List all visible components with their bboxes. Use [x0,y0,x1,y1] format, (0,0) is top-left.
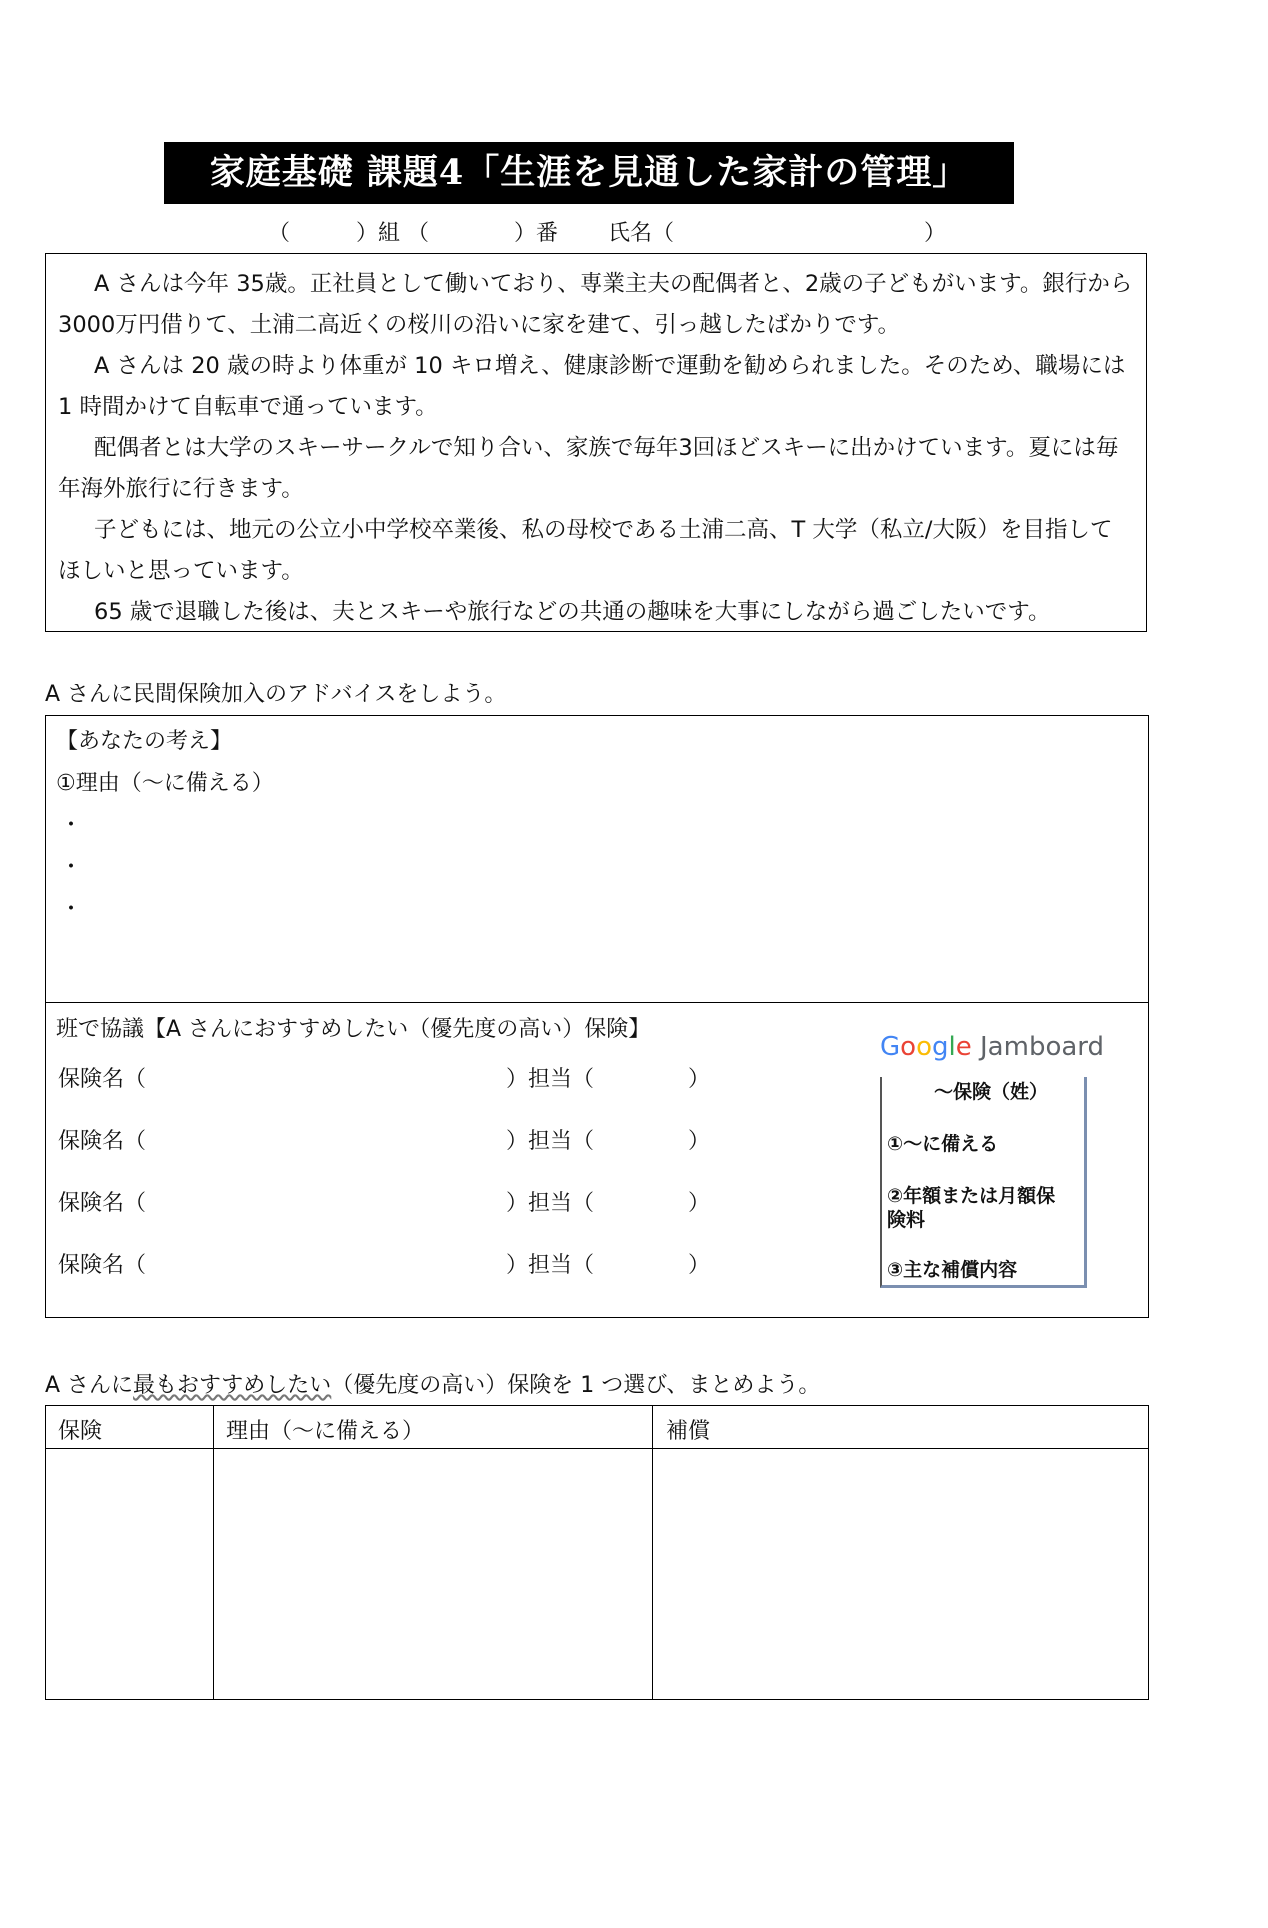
class-label: ）組 （ [356,221,429,246]
advice-question: A さんに民間保険加入のアドバイスをしよう。 [45,682,507,707]
column-header-insurance: 保険 [58,1419,103,1444]
in-charge-close: ） [688,1191,711,1216]
summary-question-suffix: （優先度の高い）保険を 1 つ選び、まとめよう。 [331,1373,821,1398]
jamboard-logo [880,1032,1104,1062]
insurance-name-label: 保険名（ [58,1191,147,1216]
table-header-divider [46,1448,1148,1449]
name-label: 氏名（ [608,221,675,246]
jamboard-logo-letter: o [900,1032,917,1062]
your-opinion-heading: 【あなたの考え】 [56,729,233,754]
number-label: ）番 [514,221,559,246]
jamboard-card-item: ①～に備える [887,1133,999,1155]
jamboard-card-item: ③主な補償内容 [887,1259,1018,1281]
jamboard-logo-product: Jamboard [980,1032,1105,1062]
answer-bullet: ・ [60,855,83,880]
section-divider [46,1002,1148,1003]
reason-label: ①理由（～に備える） [56,771,274,796]
in-charge-label: ）担当（ [506,1129,595,1154]
column-header-reason: 理由（～に備える） [226,1419,425,1444]
in-charge-label: ）担当（ [506,1191,595,1216]
insurance-name-label: 保険名（ [58,1129,147,1154]
name-close-paren: ） [924,221,947,246]
answer-bullet: ・ [60,813,83,838]
jamboard-logo-letter: o [916,1032,932,1062]
scenario-paragraph: A さんは 20 歳の時より体重が 10 キロ増え、健康診断で運動を勧められました。そのため、職場には 1 時間かけて自転車で通っています。 [58,353,1126,420]
column-divider [652,1406,653,1699]
column-divider [213,1406,214,1699]
summary-question-prefix: A さんに [45,1373,134,1398]
answer-bullet: ・ [60,897,83,922]
jamboard-logo-letter: g [932,1032,949,1062]
summary-table [45,1405,1149,1700]
scenario-paragraph: A さんは今年 35歳。正社員として働いており、専業主夫の配偶者と、2歳の子どもがいます。銀行から3000万円借りて、土浦二高近くの桜川の沿いに家を建て、引っ越したばかりです。 [58,271,1133,338]
class-open-paren: （ [268,221,291,246]
jamboard-logo-letter: G [880,1032,901,1062]
scenario-paragraph: 配偶者とは大学のスキーサークルで知り合い、家族で毎年3回ほどスキーに出かけています。夏には毎年海外旅行に行きます。 [58,435,1119,502]
jamboard-sticky-note [880,1077,1087,1288]
in-charge-close: ） [688,1253,711,1278]
scenario-paragraph: 65 歳で退職した後は、夫とスキーや旅行などの共通の趣味を大事にしながら過ごしたいです。 [94,599,1051,625]
scenario-paragraph: 子どもには、地元の公立小中学校卒業後、私の母校である土浦二高、T 大学（私立/大阪）を目指してほしいと思っています。 [58,517,1113,584]
summary-question-emphasis: 最もおすすめしたい [133,1373,332,1398]
jamboard-logo-letter: l [948,1032,956,1062]
in-charge-close: ） [688,1129,711,1154]
page-title: 家庭基礎 課題4「生涯を見通した家計の管理」 [164,142,1014,204]
in-charge-label: ）担当（ [506,1067,595,1092]
in-charge-close: ） [688,1067,711,1092]
insurance-name-label: 保険名（ [58,1067,147,1092]
summary-question [45,1368,820,1399]
in-charge-label: ）担当（ [506,1253,595,1278]
jamboard-card-item: 険料 [887,1209,926,1231]
jamboard-card-title: ～保険（姓） [934,1081,1049,1103]
jamboard-card-item: ②年額または月額保 [887,1185,1056,1207]
insurance-name-label: 保険名（ [58,1253,147,1278]
jamboard-logo-letter: e [955,1032,972,1062]
scenario-box [45,253,1147,632]
group-discussion-heading: 班で協議【A さんにおすすめしたい（優先度の高い）保険】 [56,1017,651,1042]
column-header-compensation: 補償 [666,1419,711,1444]
